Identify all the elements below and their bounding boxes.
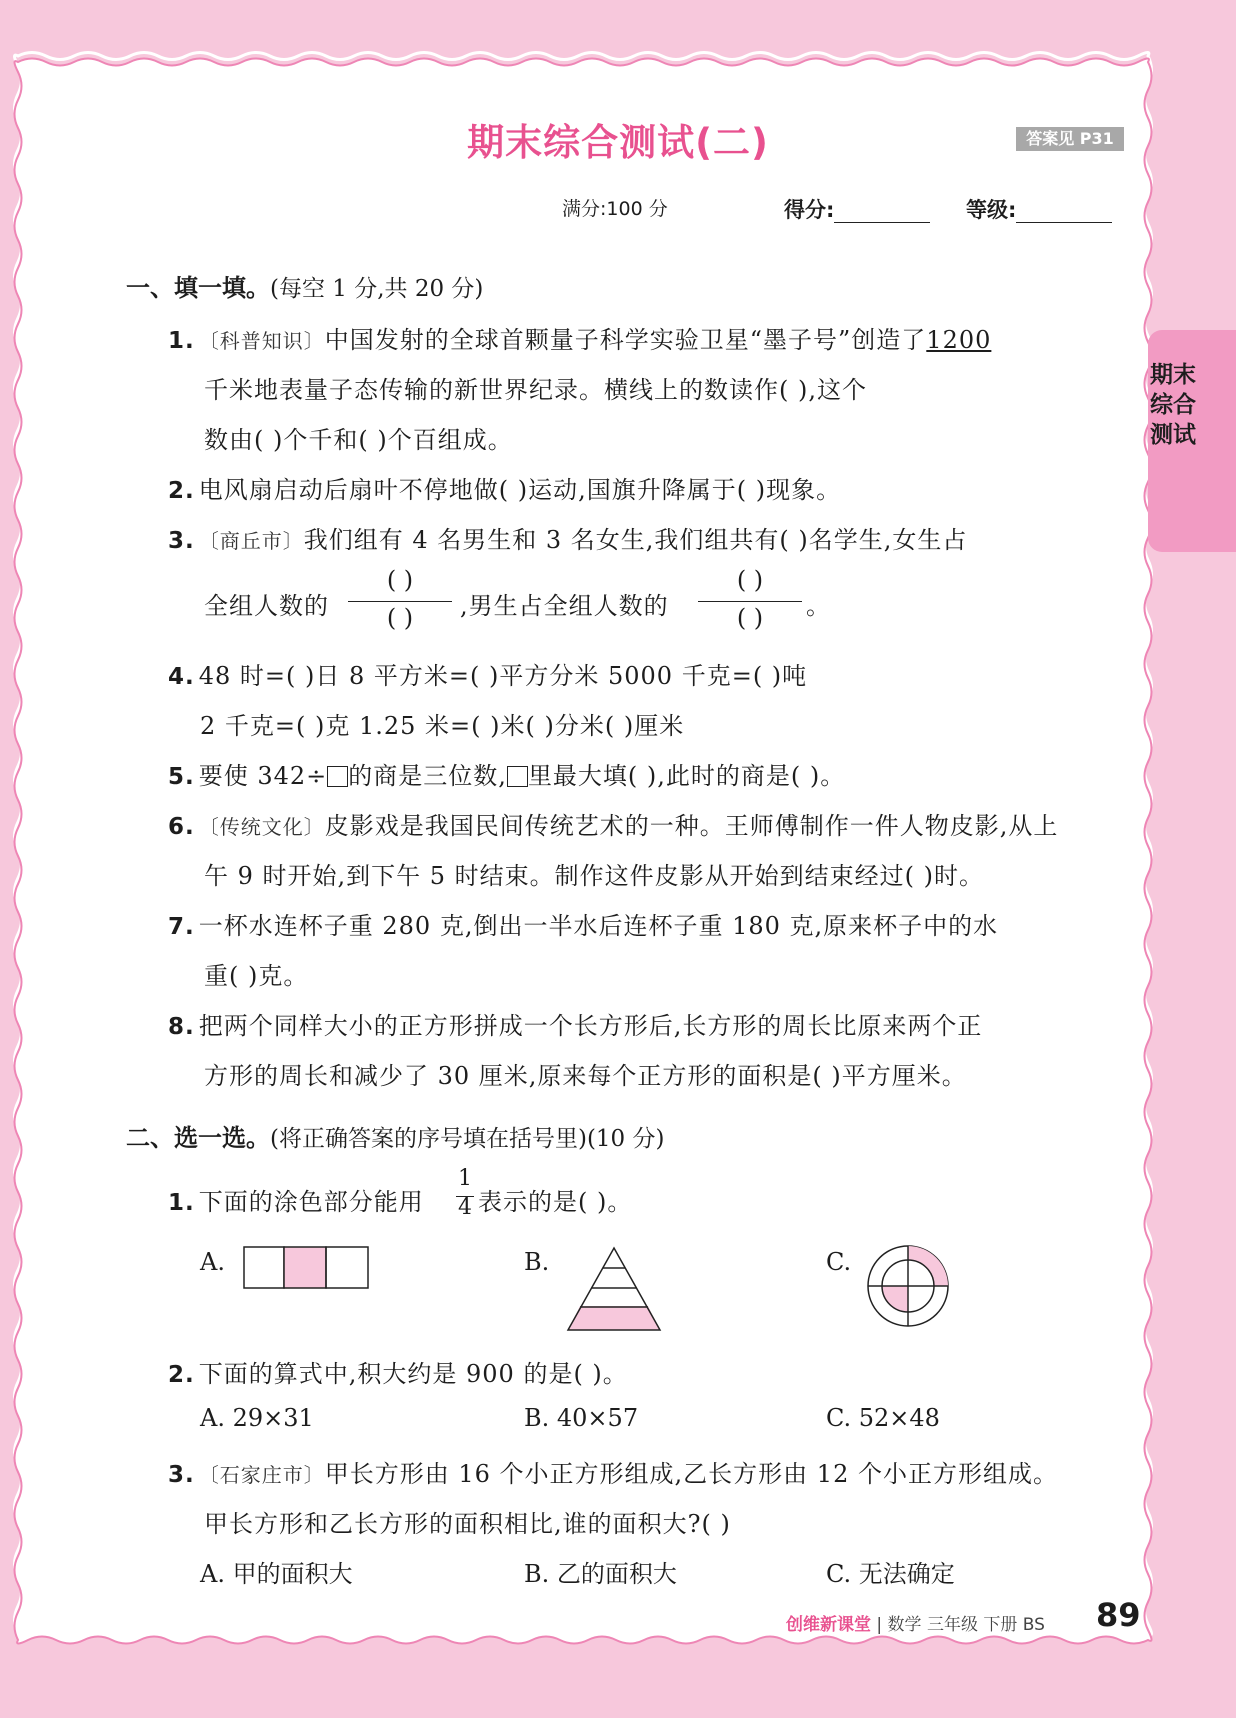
question-1-1-line3: 数由( )个千和( )个百组成。: [204, 426, 513, 454]
option-b[interactable]: B. 40×57: [524, 1404, 639, 1432]
question-tag: 〔商丘市〕: [198, 529, 304, 553]
question-2-3: [168, 1454, 1058, 1489]
score-label: 得分:: [784, 198, 835, 222]
question-1-2: [168, 470, 841, 505]
question-text: 皮影戏是我国民间传统艺术的一种。王师傅制作一件人物皮影,从上: [324, 812, 1059, 840]
question-1-7-line2: 重( )克。: [204, 962, 309, 990]
question-text: 下面的涂色部分能用: [198, 1188, 424, 1216]
question-2-2: [168, 1354, 628, 1389]
footer-details: | 数学 三年级 下册 BS: [871, 1615, 1045, 1635]
question-1-7: [168, 906, 998, 941]
option-c[interactable]: C. 无法确定: [826, 1560, 955, 1588]
section-2-note: (将正确答案的序号填在括号里)(10 分): [270, 1126, 665, 1152]
question-text: 甲长方形由 16 个小正方形组成,乙长方形由 12 个小正方形组成。: [324, 1460, 1058, 1488]
question-1-5: [168, 756, 845, 791]
empty-box-icon: [327, 766, 348, 787]
answer-reference-badge: 答案见 P31: [1016, 127, 1124, 151]
question-1-3-line2b: ,男生占全组人数的: [460, 592, 669, 620]
question-1-8: [168, 1006, 982, 1041]
option-b-figure-triangle: [564, 1246, 664, 1332]
fraction-numerator[interactable]: ( ): [386, 566, 414, 594]
option-a-label[interactable]: A.: [200, 1248, 225, 1276]
question-number: 3.: [168, 528, 195, 554]
option-c-label[interactable]: C.: [826, 1248, 852, 1276]
grade-label: 等级:: [966, 198, 1017, 222]
question-1-6: [168, 806, 1058, 841]
fraction-denominator[interactable]: ( ): [386, 604, 414, 632]
option-a[interactable]: A. 甲的面积大: [200, 1560, 353, 1588]
section-1-heading: [126, 268, 483, 303]
question-number: 5.: [168, 764, 195, 790]
question-1-1-line2: 千米地表量子态传输的新世界纪录。横线上的数读作( ),这个: [204, 376, 867, 404]
section-2-heading: [126, 1118, 664, 1153]
fraction-one-quarter: [454, 1166, 476, 1220]
question-number: 2.: [168, 478, 195, 504]
question-number: 1.: [168, 328, 195, 354]
section-1-note: (每空 1 分,共 20 分): [270, 276, 484, 302]
question-2-1-text-b: 表示的是( )。: [478, 1188, 633, 1216]
score-blank[interactable]: [834, 201, 930, 223]
question-tag: 〔石家庄市〕: [198, 1463, 325, 1487]
question-1-4: [168, 656, 807, 691]
question-number: 8.: [168, 1014, 195, 1040]
option-a[interactable]: A. 29×31: [200, 1404, 314, 1432]
question-text: 中国发射的全球首颗量子科学实验卫星“墨子号”创造了: [324, 326, 927, 354]
underlined-number: 1200: [926, 326, 992, 354]
question-number: 3.: [168, 1462, 195, 1488]
footer-info: [786, 1610, 1045, 1635]
fraction-bar: [456, 1196, 474, 1197]
fraction-numerator: 1: [458, 1166, 472, 1191]
question-tag: 〔传统文化〕: [198, 815, 325, 839]
question-text: 电风扇启动后扇叶不停地做( )运动,国旗升降属于( )现象。: [198, 476, 842, 504]
question-number: 6.: [168, 814, 195, 840]
question-number: 2.: [168, 1362, 195, 1388]
fraction-bar: [348, 601, 452, 602]
question-2-1: [168, 1182, 424, 1217]
side-tab-label: 期末综合测试: [1150, 362, 1196, 448]
full-score-label: 满分:100 分: [562, 198, 668, 220]
question-number: 7.: [168, 914, 195, 940]
fraction-denominator[interactable]: ( ): [736, 604, 764, 632]
question-1-1: [168, 320, 991, 355]
question-text: 一杯水连杯子重 280 克,倒出一半水后连杯子重 180 克,原来杯子中的水: [198, 912, 999, 940]
grade-blank[interactable]: [1016, 201, 1112, 223]
option-a-figure-rectangle: [243, 1246, 371, 1290]
question-number: 1.: [168, 1190, 195, 1216]
question-1-3: [168, 520, 967, 555]
question-text: 里最大填( ),此时的商是( )。: [527, 762, 846, 790]
question-text: 要使 342÷: [198, 762, 328, 790]
section-1-title: 一、填一填。: [126, 274, 270, 302]
question-2-3-line2: 甲长方形和乙长方形的面积相比,谁的面积大?( ): [204, 1510, 731, 1538]
fraction-bar: [698, 601, 802, 602]
question-1-3-line2c: 。: [806, 592, 831, 620]
option-c[interactable]: C. 52×48: [826, 1404, 940, 1432]
fraction-girls: [344, 566, 456, 632]
fraction-denominator: 4: [458, 1195, 472, 1220]
score-field: [784, 194, 930, 224]
option-c-figure-circle: [866, 1244, 950, 1328]
option-b[interactable]: B. 乙的面积大: [524, 1560, 677, 1588]
question-1-8-line2: 方形的周长和减少了 30 厘米,原来每个正方形的面积是( )平方厘米。: [204, 1062, 967, 1090]
question-1-6-line2: 午 9 时开始,到下午 5 时结束。制作这件皮影从开始到结束经过( )时。: [204, 862, 985, 890]
question-text: 把两个同样大小的正方形拼成一个长方形后,长方形的周长比原来两个正: [198, 1012, 983, 1040]
grade-field: [966, 194, 1112, 224]
question-number: 4.: [168, 664, 195, 690]
fraction-numerator[interactable]: ( ): [736, 566, 764, 594]
fraction-boys: [694, 566, 806, 632]
question-1-3-line2a: 全组人数的: [204, 592, 329, 620]
page-title: 期末综合测试(二): [467, 121, 769, 164]
option-b-label[interactable]: B.: [524, 1248, 550, 1276]
empty-box-icon: [507, 766, 528, 787]
question-text: 48 时=( )日 8 平方米=( )平方分米 5000 千克=( )吨: [198, 662, 808, 690]
question-text: 下面的算式中,积大约是 900 的是( )。: [198, 1360, 628, 1388]
section-2-title: 二、选一选。: [126, 1124, 270, 1152]
question-1-4-line2: 2 千克=( )克 1.25 米=( )米( )分米( )厘米: [200, 712, 685, 740]
footer-brand: 创维新课堂: [786, 1615, 871, 1635]
question-text: 我们组有 4 名男生和 3 名女生,我们组共有( )名学生,女生占: [303, 526, 968, 554]
page-number: 89: [1096, 1596, 1141, 1634]
question-text: 的商是三位数,: [348, 762, 507, 790]
question-tag: 〔科普知识〕: [198, 329, 325, 353]
